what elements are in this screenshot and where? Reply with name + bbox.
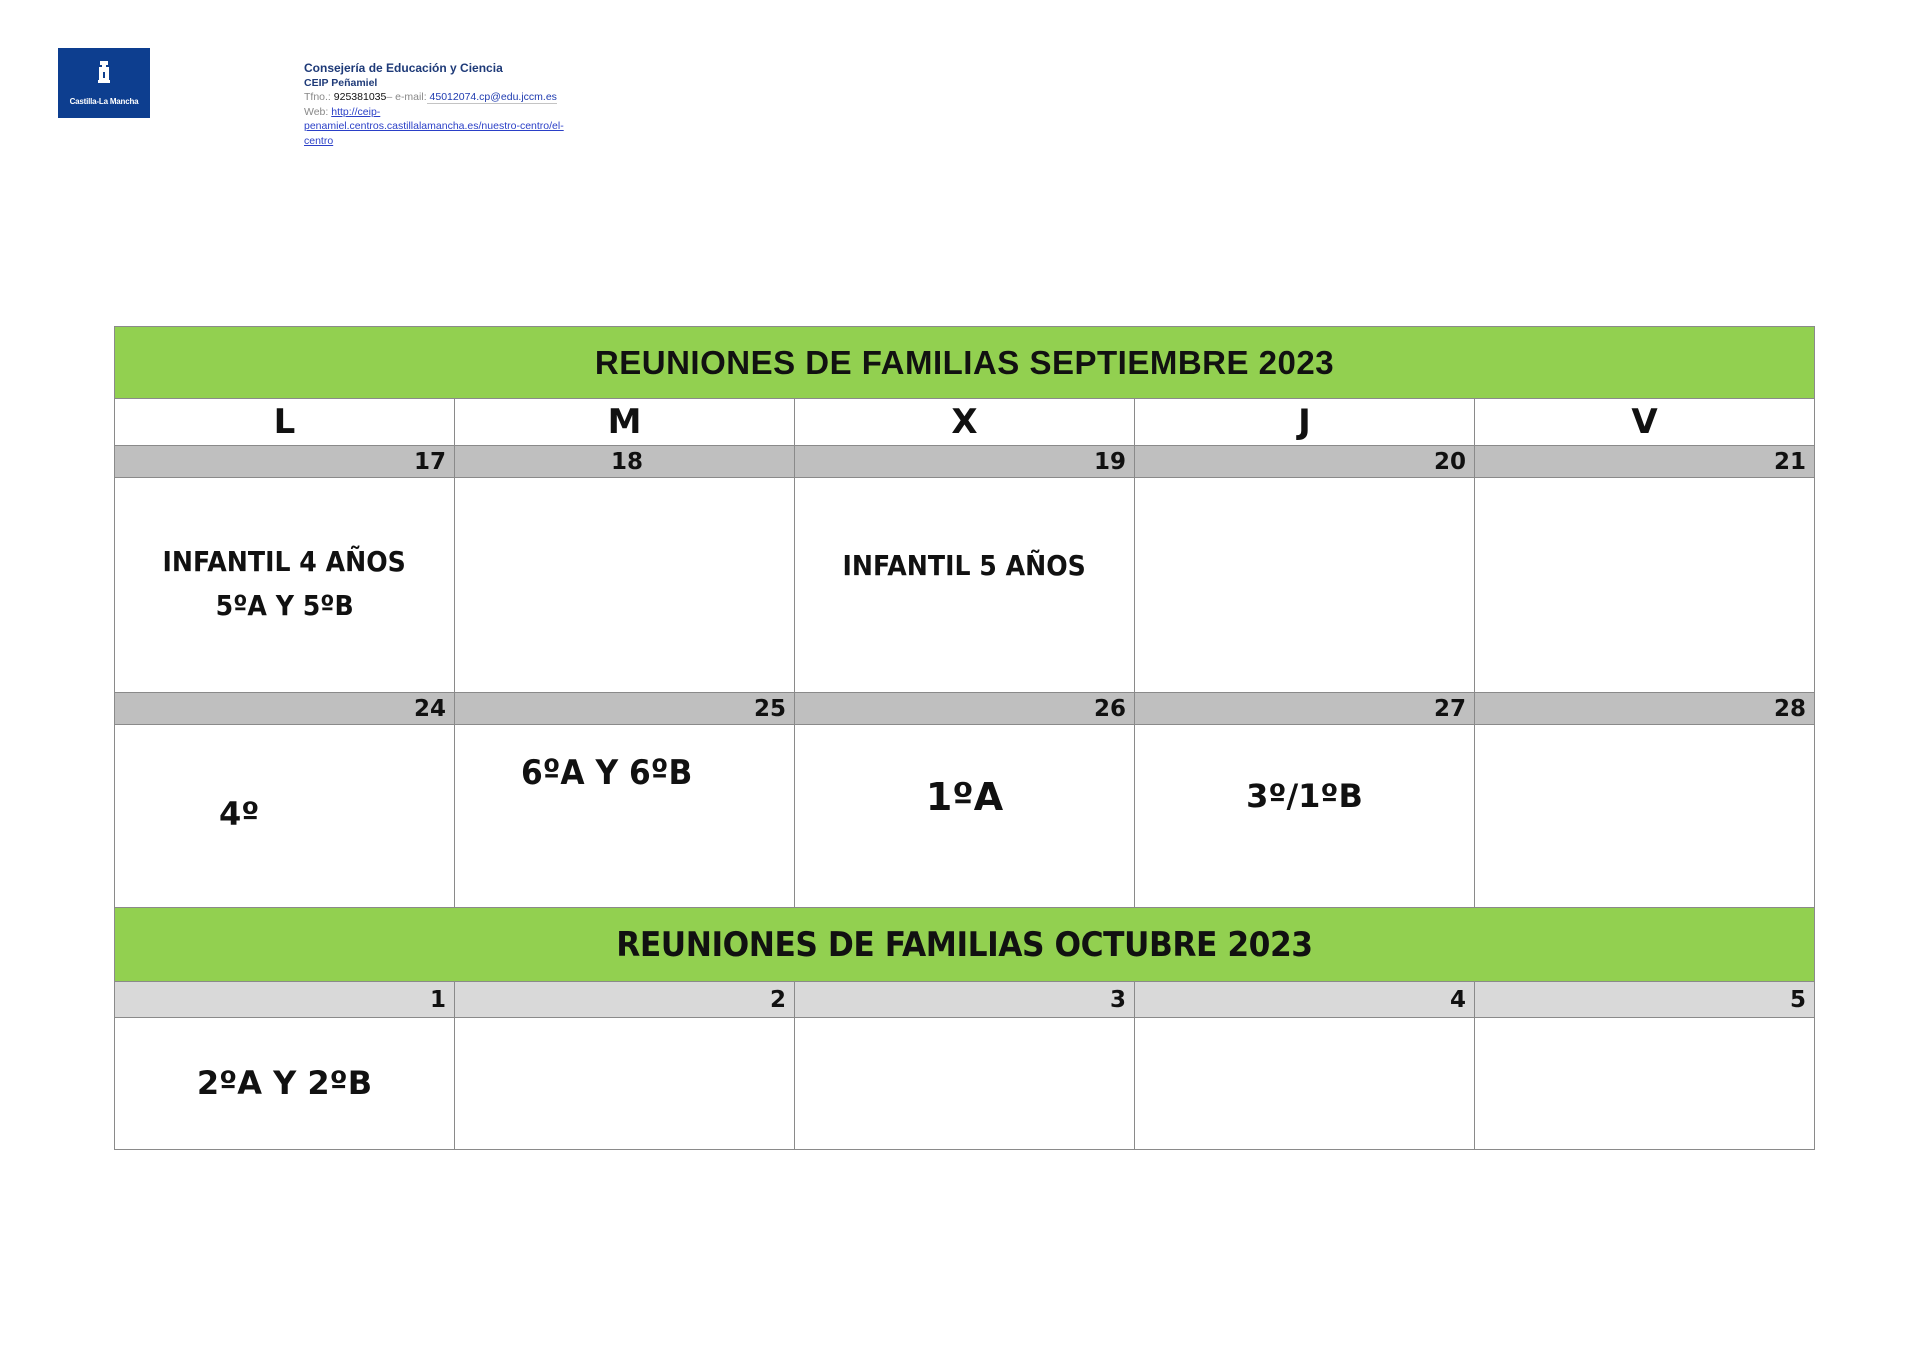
event-text: 3º/1ºB [1246,777,1363,815]
weekday-x: X [795,399,1135,446]
web-link-part-3[interactable]: centro [304,134,334,147]
date-cell: 19 [795,446,1135,478]
weekday-m: M [455,399,795,446]
castle-emblem-icon [98,61,110,83]
event-cell [795,478,1135,693]
september-title-cell [115,327,1815,399]
date-cell: 27 [1135,693,1475,725]
web-line [304,105,604,149]
weekday-j: J [1135,399,1475,446]
date-cell: 25 [455,693,795,725]
event-text: 6ºA Y 6ºB [521,753,693,793]
letterhead-info [304,61,604,148]
event-cell [1475,1018,1815,1150]
date-cell: 18 [455,446,795,478]
event-text: INFANTIL 4 AÑOS [162,545,407,578]
event-text-block [795,544,1134,588]
event-cell [1475,725,1815,908]
event-text: 4º [219,795,260,833]
email-label: – e-mail: [386,91,427,103]
event-cell [795,1018,1135,1150]
date-cell: 5 [1475,982,1815,1018]
week3-dates-row [115,982,1815,1018]
september-title-row [115,327,1815,399]
date-cell: 4 [1135,982,1475,1018]
contact-line [304,90,604,105]
date-cell: 17 [115,446,455,478]
date-cell: 20 [1135,446,1475,478]
weekday-v: V [1475,399,1815,446]
castilla-la-mancha-logo [58,48,150,118]
web-link-part-2[interactable]: penamiel.centros.castillalamancha.es/nuestro-centro/el- [304,120,564,132]
weekday-l: L [115,399,455,446]
september-title: REUNIONES DE FAMILIAS SEPTIEMBRE 2023 [594,343,1335,381]
event-text: INFANTIL 5 AÑOS [842,549,1087,582]
week1-content-row [115,478,1815,693]
event-cell [115,725,455,908]
department-name: Consejería de Educación y Ciencia [304,61,503,75]
week2-dates-row [115,693,1815,725]
event-cell [115,478,455,693]
date-cell: 21 [1475,446,1815,478]
phone-number: 925381035 [333,91,387,103]
phone-label: Tfno.: [304,91,331,103]
event-cell [1475,478,1815,693]
october-title-row [115,908,1815,982]
date-cell: 2 [455,982,795,1018]
event-text: 2ºA Y 2ºB [196,1064,373,1102]
week1-dates-row [115,446,1815,478]
meetings-calendar [114,326,1815,1150]
october-title: REUNIONES DE FAMILIAS OCTUBRE 2023 [616,924,1313,965]
school-name: CEIP Peñamiel [304,76,378,89]
event-cell [1135,478,1475,693]
date-cell: 1 [115,982,455,1018]
web-label: Web: [304,105,329,118]
event-cell [1135,725,1475,908]
web-link-part-1[interactable]: http://ceip- [331,105,381,118]
october-title-cell [115,908,1815,982]
date-cell: 24 [115,693,455,725]
logo-caption: Castilla-La Mancha [69,97,139,106]
date-cell: 26 [795,693,1135,725]
week3-content-row [115,1018,1815,1150]
event-cell [455,725,795,908]
event-cell [455,1018,795,1150]
event-text-block [115,540,454,628]
event-cell [115,1018,455,1150]
event-text: 5ºA Y 5ºB [215,589,354,622]
date-cell: 28 [1475,693,1815,725]
email-link[interactable]: 45012074.cp@edu.jccm.es [426,91,557,103]
week2-content-row [115,725,1815,908]
event-cell [1135,1018,1475,1150]
event-cell [795,725,1135,908]
event-text: 1ºA [925,775,1004,819]
date-cell: 3 [795,982,1135,1018]
weekday-header-row [115,399,1815,446]
event-cell [455,478,795,693]
